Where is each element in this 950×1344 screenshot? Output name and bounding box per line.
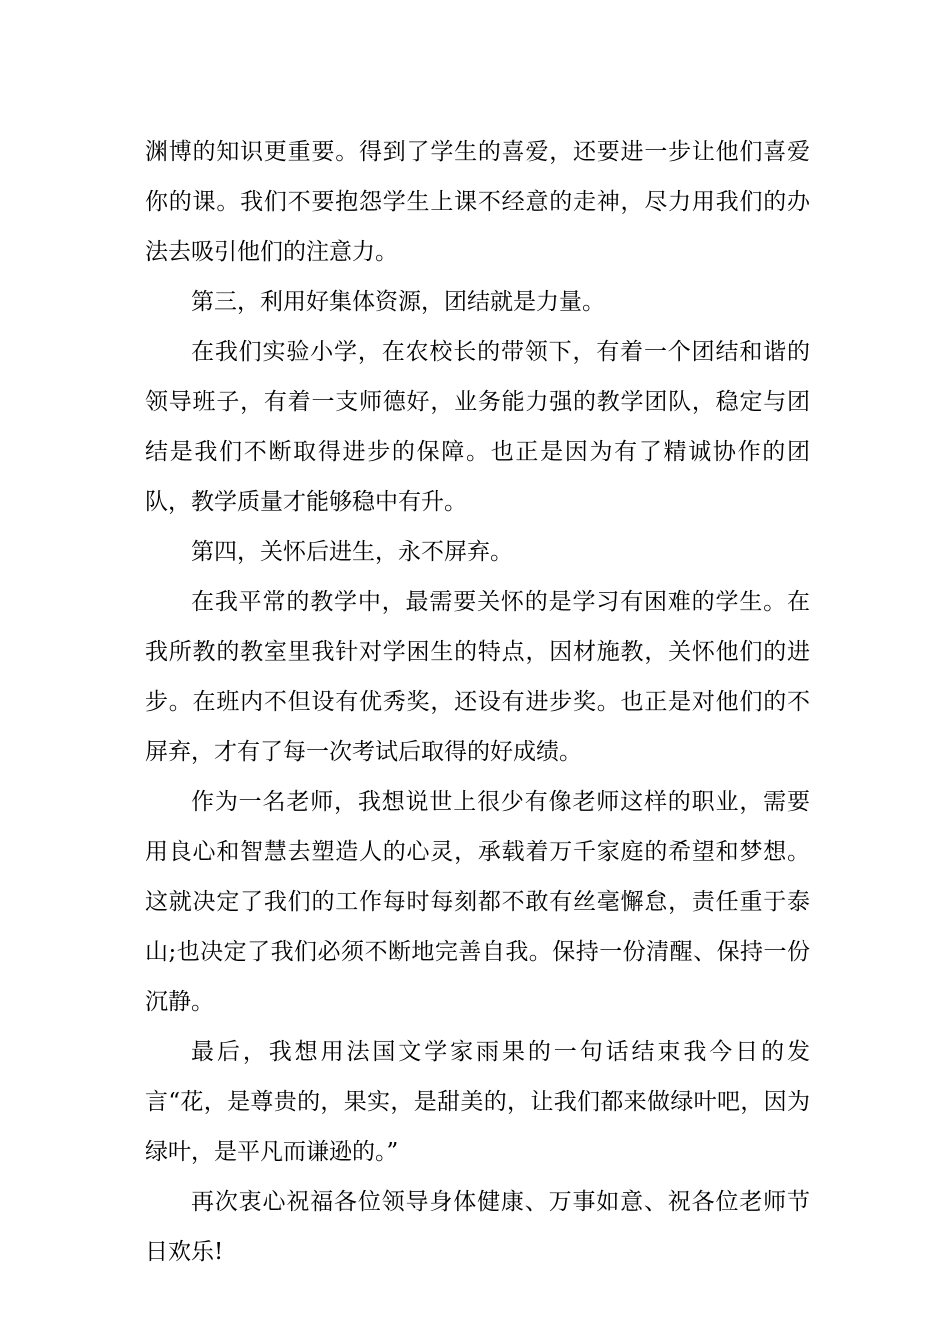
paragraph-3: 在我们实验小学，在农校长的带领下，有着一个团结和谐的领导班子，有着一支师德好，业务能力强的教学团队，稳定与团结是我们不断取得进步的保障。也正是因为有了精诚协作的团队，教学质量才能够稳中有升。 — [145, 339, 810, 515]
paragraph-1: 渊博的知识更重要。得到了学生的喜爱，还要进一步让他们喜爱你的课。我们不要抱怨学生上课不经意的走神，尽力用我们的办法去吸引他们的注意力。 — [145, 139, 810, 265]
paragraph-4: 第四，关怀后进生，永不屏弃。 — [191, 539, 513, 565]
paragraph-2: 第三，利用好集体资源，团结就是力量。 — [191, 289, 605, 315]
paragraph-8: 再次衷心祝福各位领导身体健康、万事如意、祝各位老师节日欢乐! — [145, 1189, 810, 1265]
paragraph-5: 在我平常的教学中，最需要关怀的是学习有困难的学生。在我所教的教室里我针对学困生的特点，因材施教，关怀他们的进步。在班内不但设有优秀奖，还设有进步奖。也正是对他们的不屏弃，才有了每一次考试后取得的好成绩。 — [145, 589, 810, 765]
document-body — [145, 127, 810, 1277]
paragraph-6: 作为一名老师，我想说世上很少有像老师这样的职业，需要用良心和智慧去塑造人的心灵，承载着万千家庭的希望和梦想。这就决定了我们的工作每时每刻都不敢有丝毫懈怠，责任重于泰山;也决定了我们必须不断地完善自我。保持一份清醒、保持一份沉静。 — [145, 789, 810, 1015]
paragraph-7: 最后，我想用法国文学家雨果的一句话结束我今日的发言“花，是尊贵的，果实，是甜美的，让我们都来做绿叶吧，因为绿叶，是平凡而谦逊的。” — [145, 1039, 810, 1165]
